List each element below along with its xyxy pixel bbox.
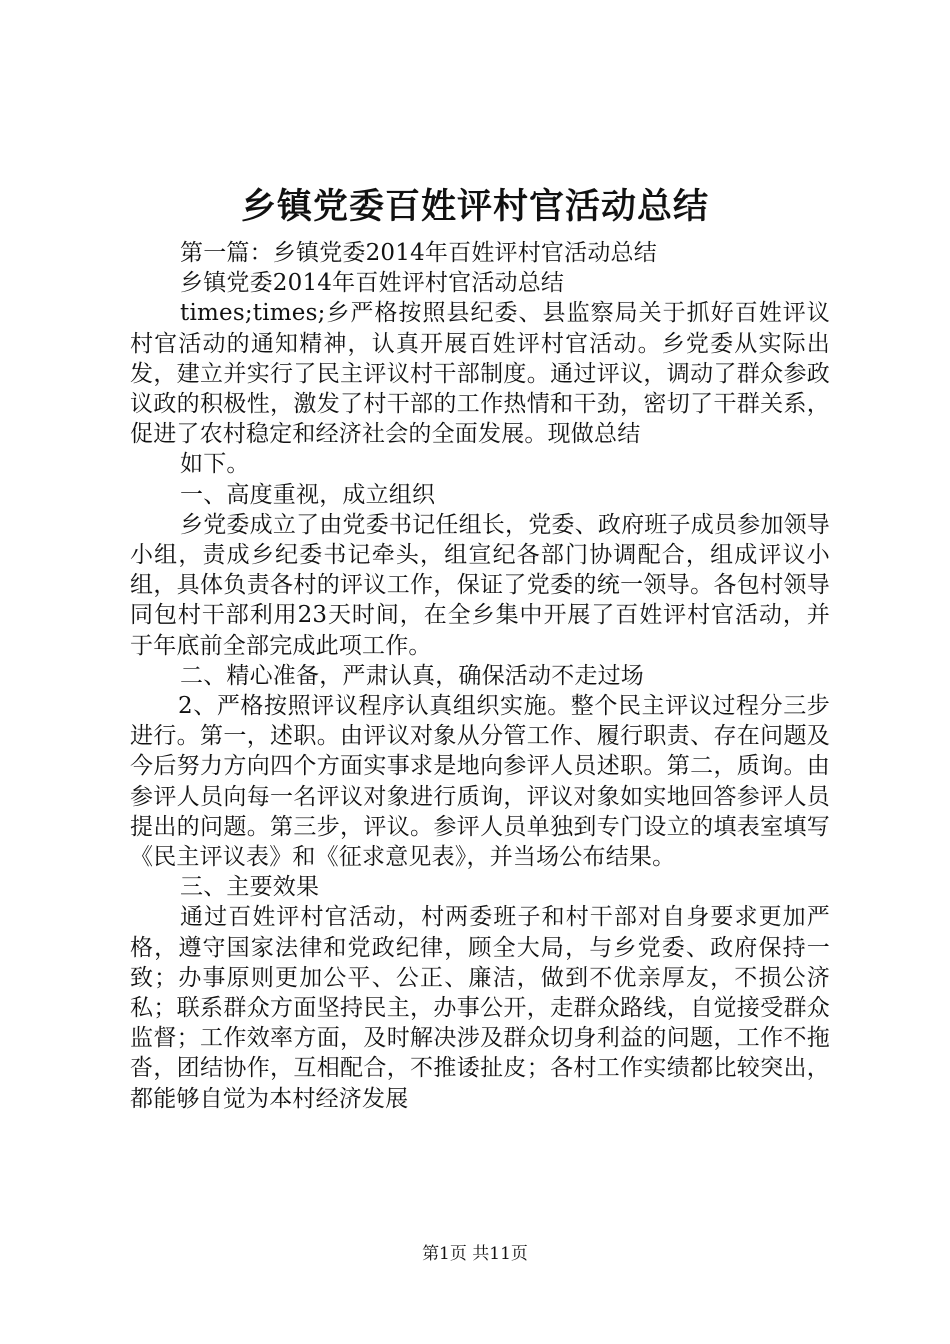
paragraph-intro: times;times;乡严格按照县纪委、县监察局关于抓好百姓评议村官活动的通知精神，认真开展百姓评村官活动。乡党委从实际出发，建立并实行了民主评议村干部制度。通过评议，调动了群众参政议政的积极性，激发了村干部的工作热情和干劲，密切了干群关系，促进了农村稳定和经济社会的全面发展。现做总结 [130,300,830,448]
heading-part-three: 三、主要效果 [180,874,320,901]
paragraph-as-follows: 如下。 [180,451,250,478]
document-title: 乡镇党委百姓评村官活动总结 [240,186,709,227]
paragraph-part-one: 乡党委成立了由党委书记任组长，党委、政府班子成员参加领导小组，责成乡纪委书记牵头，组宣纪各部门协调配合，组成评议小组，具体负责各村的评议工作，保证了党委的统一领导。各包村领导同包村干部利用23天时间，在全乡集中开展了百姓评村官活动，并于年底前全部完成此项工作。 [130,511,830,659]
heading-part-two: 二、精心准备，严肃认真，确保活动不走过场 [180,662,644,689]
paragraph-section-heading: 第一篇：乡镇党委2014年百姓评村官活动总结 [180,240,657,266]
paragraph-part-two: 2、严格按照评议程序认真组织实施。整个民主评议过程分三步进行。第一，述职。由评议对象从分管工作、履行职责、存在问题及今后努力方向四个方面实事求是地向参评人员述职。第二，质询。由参评人员向每一名评议对象进行质询，评议对象如实地回答参评人员提出的问题。第三步，评议。参评人员单独到专门设立的填表室填写《民主评议表》和《征求意见表》，并当场公布结果。 [130,693,830,871]
heading-part-one: 一、高度重视，成立组织 [180,481,436,508]
page-number-footer: 第1页 共11页 [422,1244,528,1264]
paragraph-subtitle: 乡镇党委2014年百姓评村官活动总结 [180,270,565,297]
paragraph-part-three: 通过百姓评村官活动，村两委班子和村干部对自身要求更加严格，遵守国家法律和党政纪律，顾全大局，与乡党委、政府保持一致；办事原则更加公平、公正、廉洁，做到不优亲厚友，不损公济私；联系群众方面坚持民主，办事公开，走群众路线，自觉接受群众监督；工作效率方面，及时解决涉及群众切身利益的问题，工作不拖沓，团结协作，互相配合，不推诿扯皮；各村工作实绩都比较突出，都能够自觉为本村经济发展 [130,904,830,1112]
document-body [130,238,830,1114]
